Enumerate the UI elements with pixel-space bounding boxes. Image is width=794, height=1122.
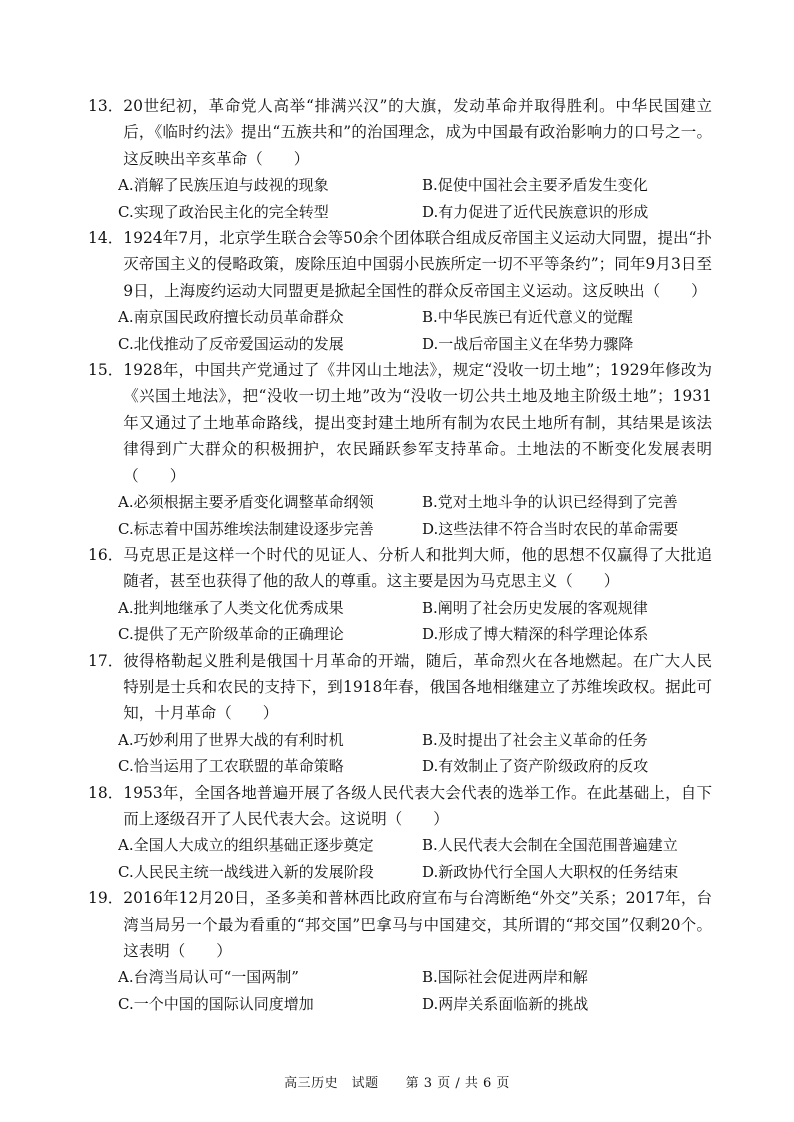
question-stem: 马克思正是这样一个时代的见证人、分析人和批判大师，他的思想不仅赢得了大批追随者，甚至也获得了他的敌人的尊重。这主要是因为马克思主义（ ） <box>123 545 712 591</box>
option-list <box>88 304 712 357</box>
option-a[interactable]: A.台湾当局认可“一国两制” <box>118 968 299 987</box>
question-stem: 20世纪初，革命党人高举“排满兴汉”的大旗，发动革命并取得胜利。中华民国建立后，《临时约法》提出“五族共和”的治国理念，成为中国最有政治影响力的口号之一。这反映出辛亥革命（ ） <box>123 97 712 168</box>
question-number: 18． <box>88 783 124 802</box>
option-a[interactable]: A.巧妙利用了世界大战的有利时机 <box>118 730 344 749</box>
option-list <box>88 727 712 780</box>
question-15 <box>88 357 712 542</box>
question-list <box>88 93 712 1017</box>
page-footer <box>0 1072 794 1091</box>
question-17 <box>88 648 712 780</box>
question-stem: 彼得格勒起义胜利是俄国十月革命的开端，随后，革命烈火在各地燃起。在广大人民特别是士兵和农民的支持下，到1918年春，俄国各地相继建立了苏维埃政权。据此可知，十月革命（ ） <box>123 651 712 723</box>
option-b[interactable]: B.中华民族已有近代意义的觉醒 <box>422 308 633 327</box>
option-b[interactable]: B.促使中国社会主要矛盾发生变化 <box>422 176 648 195</box>
option-a[interactable]: A.必须根据主要矛盾变化调整革命纲领 <box>118 493 374 512</box>
option-c[interactable]: C.标志着中国苏维埃法制建设逐步完善 <box>118 519 374 538</box>
question-number: 14． <box>88 229 124 248</box>
question-stem: 1928年，中国共产党通过了《井冈山土地法》，规定“没收一切土地”；1929年修改为《兴国土地法》，把“没收一切土地”改为“没收一切公共土地及地主阶级土地”；1931年又通过了土地革命路线，提出变封建土地所有制为农民土地所有制，其结果是该法律得到广大群众的积极拥护，农民踊跃参军支持革命。土地法的不断变化发展表明（ ） <box>123 361 712 485</box>
option-a[interactable]: A.全国人大成立的组织基础正逐步奠定 <box>118 836 374 855</box>
option-list <box>88 595 712 648</box>
option-b[interactable]: B.党对土地斗争的认识已经得到了完善 <box>422 493 678 512</box>
question-19 <box>88 885 712 1017</box>
option-c[interactable]: C.北伐推动了反帝爱国运动的发展 <box>118 334 344 353</box>
option-d[interactable]: D.这些法律不符合当时农民的革命需要 <box>422 519 679 538</box>
option-d[interactable]: D.有效制止了资产阶级政府的反攻 <box>422 757 649 776</box>
question-number: 19． <box>88 889 124 908</box>
question-18 <box>88 780 712 886</box>
question-number: 16． <box>88 545 124 564</box>
question-stem: 1953年，全国各地普遍开展了各级人民代表大会代表的选举工作。在此基础上，自下而上逐级召开了人民代表大会。这说明（ ） <box>123 783 712 828</box>
question-16 <box>88 542 712 648</box>
question-number: 17． <box>88 651 124 670</box>
option-d[interactable]: D.有力促进了近代民族意识的形成 <box>422 202 649 221</box>
question-13 <box>88 93 712 225</box>
option-b[interactable]: B.及时提出了社会主义革命的任务 <box>422 730 648 749</box>
option-list <box>88 964 712 1017</box>
footer-subject: 高三历史 试题 <box>284 1076 379 1091</box>
option-a[interactable]: A.批判地继承了人类文化优秀成果 <box>118 598 344 617</box>
option-d[interactable]: D.新政协代行全国人大职权的任务结束 <box>422 862 679 881</box>
option-b[interactable]: B.国际社会促进两岸和解 <box>422 968 588 987</box>
option-b[interactable]: B.人民代表大会制在全国范围普遍建立 <box>422 836 678 855</box>
option-a[interactable]: A.南京国民政府擅长动员革命群众 <box>118 308 344 327</box>
option-d[interactable]: D.形成了博大精深的科学理论体系 <box>422 625 649 644</box>
option-list <box>88 172 712 225</box>
option-c[interactable]: C.实现了政治民主化的完全转型 <box>118 202 329 221</box>
question-stem: 2016年12月20日，圣多美和普林西比政府宣布与台湾断绝“外交”关系；2017年，台湾当局另一个最为看重的“邦交国”巴拿马与中国建交，其所谓的“邦交国”仅剩20个。这表明（ ） <box>123 889 712 960</box>
option-c[interactable]: C.恰当运用了工农联盟的革命策略 <box>118 757 344 776</box>
option-c[interactable]: C.人民民主统一战线进入新的发展阶段 <box>118 862 374 881</box>
option-list <box>88 832 712 885</box>
question-14 <box>88 225 712 357</box>
option-d[interactable]: D.一战后帝国主义在华势力骤降 <box>422 334 634 353</box>
question-stem: 1924年7月，北京学生联合会等50余个团体联合组成反帝国主义运动大同盟，提出“扑灭帝国主义的侵略政策，废除压迫中国弱小民族所定一切不平等条约”；同年9月3日至9日，上海废约运动大同盟更是掀起全国性的群众反帝国主义运动。这反映出（ ） <box>123 229 712 300</box>
option-c[interactable]: C.一个中国的国际认同度增加 <box>118 994 314 1013</box>
option-a[interactable]: A.消解了民族压迫与歧视的现象 <box>118 176 329 195</box>
option-d[interactable]: D.两岸关系面临新的挑战 <box>422 994 589 1013</box>
question-number: 13． <box>88 97 124 115</box>
option-list <box>88 489 712 542</box>
option-b[interactable]: B.阐明了社会历史发展的客观规律 <box>422 598 648 617</box>
question-number: 15． <box>88 361 124 380</box>
footer-page-number: 第 3 页 / 共 6 页 <box>405 1076 510 1091</box>
option-c[interactable]: C.提供了无产阶级革命的正确理论 <box>118 625 344 644</box>
